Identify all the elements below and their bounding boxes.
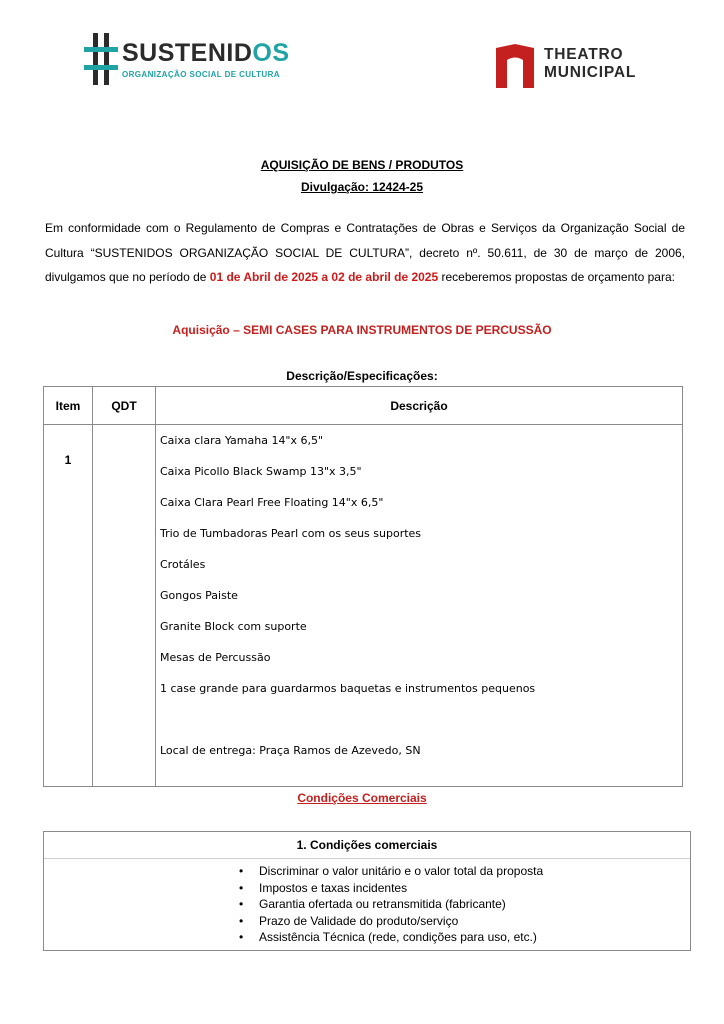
description-line: Caixa clara Yamaha 14"x 6,5" <box>160 434 324 447</box>
conditions-title: Condições Comerciais <box>297 791 427 805</box>
list-item: • Assistência Técnica (rede, condições para uso, etc.) <box>239 930 537 944</box>
intro-paragraph: Em conformidade com o Regulamento de Compras e Contratações de Obras e Serviços da Organização Social de Cultura “SUSTENIDOS ORGANIZAÇÃO SOCIAL DE CULTURA”, decreto nº. 50.611, de 30 de março de 2006, divulgamos que no período de 01 de Abril de 2025 a 02 de abril de 2025 receberemos propostas de orçamento para: <box>45 221 685 284</box>
bullet-icon: • <box>239 897 244 911</box>
logo-line2: MUNICIPAL <box>544 64 637 81</box>
header-item: Item <box>44 387 93 425</box>
list-item: • Discriminar o valor unitário e o valor total da proposta <box>239 864 544 878</box>
items-table <box>43 386 683 787</box>
list-item: • Prazo de Validade do produto/serviço <box>239 913 459 928</box>
logo-line1: THEATRO <box>544 46 624 63</box>
conditions-list <box>44 863 690 946</box>
header-qdt: QDT <box>93 387 156 425</box>
description-line: Trio de Tumbadoras Pearl com os seus suportes <box>160 527 422 540</box>
theatro-municipal-logo <box>496 44 666 88</box>
proposal-period: 01 de Abril de 2025 a 02 de abril de 2025 <box>209 270 439 284</box>
logo-name: SUSTENIDOS <box>122 39 290 67</box>
document-subtitle: Divulgação: 12424-25 <box>300 180 424 194</box>
description-line: 1 case grande para guardarmos baquetas e instrumentos pequenos <box>160 682 536 695</box>
table-row <box>44 425 683 787</box>
document-title: AQUISIÇÃO DE BENS / PRODUTOS <box>260 158 464 172</box>
conditions-box-header: 1. Condições comerciais <box>44 832 690 859</box>
description-line: Crotáles <box>160 558 206 571</box>
bullet-icon: • <box>239 913 244 928</box>
description-line: Caixa Picollo Black Swamp 13"x 3,5" <box>160 465 362 478</box>
description-line: Granite Block com suporte <box>160 620 307 633</box>
bullet-icon: • <box>239 880 244 895</box>
logo-tagline: ORGANIZAÇÃO SOCIAL DE CULTURA <box>122 70 280 79</box>
bullet-icon: • <box>239 864 244 878</box>
bullet-icon: • <box>239 930 244 944</box>
sustenidos-logo <box>84 33 290 89</box>
table-header-row <box>44 387 683 425</box>
header-descricao: Descrição <box>156 387 683 425</box>
spec-heading: Descrição/Especificações: <box>286 369 438 383</box>
item-qdt <box>93 425 156 787</box>
delivery-location: Local de entrega: Praça Ramos de Azevedo, SN <box>160 744 421 757</box>
list-item: • Impostos e taxas incidentes <box>239 880 408 895</box>
hash-icon <box>84 33 118 85</box>
description-line: Mesas de Percussão <box>160 651 271 664</box>
description-line: Gongos Paiste <box>160 589 238 602</box>
list-item: • Garantia ofertada ou retransmitida (fabricante) <box>239 897 506 911</box>
conditions-box <box>43 831 691 951</box>
item-number: 1 <box>44 425 93 787</box>
acquisition-heading: Aquisição – SEMI CASES PARA INSTRUMENTOS DE PERCUSSÃO <box>172 323 552 337</box>
item-description-cell <box>156 425 683 787</box>
description-line: Caixa Clara Pearl Free Floating 14"x 6,5" <box>160 496 384 509</box>
theatre-arch-icon <box>496 44 534 88</box>
